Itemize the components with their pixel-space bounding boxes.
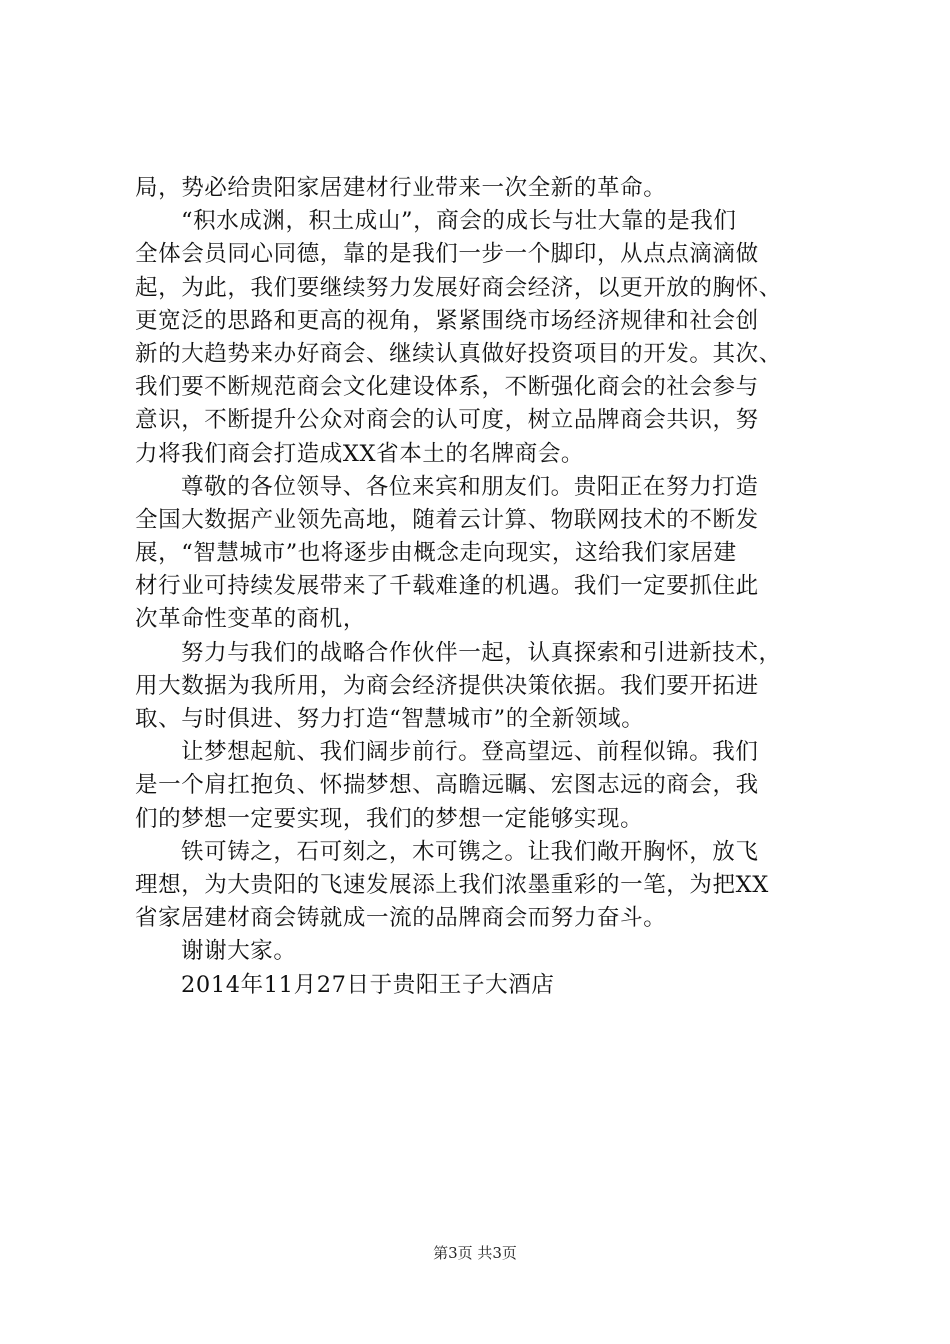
text-line: 力将我们商会打造成XX省本土的名牌商会。 (135, 440, 585, 467)
text-line: 省家居建材商会铸就成一流的品牌商会而努力奋斗。 (135, 905, 667, 932)
text-line: 展，“智慧城市”也将逐步由概念走向现实，这给我们家居建 (135, 540, 737, 567)
text-line: 次革命性变革的商机， (135, 606, 367, 633)
text-line: 局，势必给贵阳家居建材行业带来一次全新的革命。 (135, 175, 667, 201)
text-line: 新的大趋势来办好商会、继续认真做好投资项目的开发。其次、 (135, 340, 782, 367)
text-line: 尊敬的各位领导、各位来宾和朋友们。贵阳正在努力打造 (181, 473, 759, 500)
text-line: “积水成渊，积土成山”，商会的成长与壮大靠的是我们 (181, 208, 737, 235)
text-line: 们的梦想一定要实现，我们的梦想一定能够实现。 (135, 805, 644, 832)
text-line: 意识，不断提升公众对商会的认可度，树立品牌商会共识，努 (135, 407, 759, 434)
text-line: 让梦想起航、我们阔步前行。登高望远、前程似锦。我们 (181, 739, 759, 766)
text-line: 全体会员同心同德，靠的是我们一步一个脚印，从点点滴滴做 (135, 241, 759, 268)
text-line: 更宽泛的思路和更高的视角，紧紧围绕市场经济规律和社会创 (135, 307, 759, 334)
text-line: 我们要不断规范商会文化建设体系，不断强化商会的社会参与 (135, 374, 759, 401)
date-location-line: 2014年11月27日于贵阳王子大酒店 (181, 971, 555, 998)
text-line: 材行业可持续发展带来了千载难逢的机遇。我们一定要抓住此 (135, 573, 759, 600)
text-line: 努力与我们的战略合作伙伴一起，认真探索和引进新技术， (181, 639, 782, 666)
text-line: 全国大数据产业领先高地，随着云计算、物联网技术的不断发 (135, 506, 759, 533)
speech-body-text (135, 172, 825, 1002)
text-line: 理想，为大贵阳的飞速发展添上我们浓墨重彩的一笔，为把XX (135, 871, 769, 898)
text-line: 铁可铸之，石可刻之，木可镌之。让我们敞开胸怀，放飞 (181, 838, 759, 865)
closing-line: 谢谢大家。 (181, 938, 297, 965)
page-number-footer: 第3页 共3页 (433, 1244, 517, 1262)
text-line: 起，为此，我们要继续努力发展好商会经济，以更开放的胸怀、 (135, 274, 782, 301)
text-line: 是一个肩扛抱负、怀揣梦想、高瞻远瞩、宏图志远的商会，我 (135, 772, 759, 799)
text-line: 取、与时俱进、努力打造“智慧城市”的全新领域。 (135, 706, 645, 732)
text-line: 用大数据为我所用，为商会经济提供决策依据。我们要开拓进 (135, 672, 759, 699)
